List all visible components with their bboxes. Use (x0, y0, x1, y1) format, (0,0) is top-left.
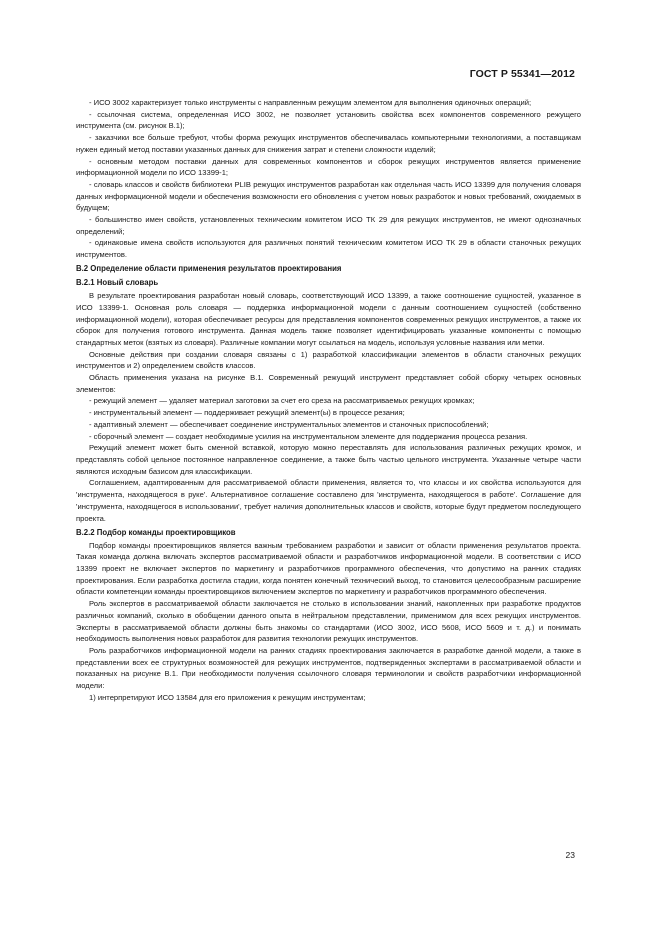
list-item: - ИСО 3002 характеризует только инструменты с направленным режущим элементом для выполнения одиночных операций; (89, 98, 532, 107)
section-heading-b22: В.2.2 Подбор команды проектировщиков (76, 527, 236, 537)
list-item: - основным методом поставки данных для современных компонентов и сборок режущих инструментов является применение информационной модели по ИСО 13399-1; (76, 156, 581, 178)
paragraph: Режущий элемент может быть сменной вставкой, которую можно переставлять для использования различных режущих кромок, и представлять собой цельное постоянное направленное соединение, а также быть частью цельного инструмента. Указанные четыре части являются исходным базисом для классификации. (76, 443, 581, 476)
list-item: - инструментальный элемент — поддерживает режущий элемент(ы) в процессе резания; (89, 408, 405, 418)
list-item: 1) интерпретируют ИСО 13584 для его приложения к режущим инструментам; (89, 692, 366, 702)
paragraph: Роль разработчиков информационной модели на ранних стадиях проектирования заключается в разработке данной модели, а также в представлении всех ее структурных возможностей для режущих инструментов, подтвержденных экспертами в рассматриваемой области и показанных на рисунке В.1. При необходимости получения ссылочного словаря терминологии и свойств разработчики информационной модели: (76, 645, 581, 691)
list-item: - режущий элемент — удаляет материал заготовки за счет его среза на рассматриваемых режущих кромках; (89, 396, 475, 406)
section-heading-b21: В.2.1 Новый словарь (76, 278, 159, 288)
list-item: - заказчики все больше требуют, чтобы форма режущих инструментов обеспечивалась компьютерными технологиями, а поставщикам нужен единый метод поставки указанных данных для снижения затрат и степени сложности изделий; (76, 133, 581, 154)
list-item: - словарь классов и свойств библиотеки PLIB режущих инструментов разработан как отдельная часть ИСО 13399 для получения словаря данных информационной модели и обеспечения возможности его обновления с учетом новых разработок и новых требований, ожидаемых в будущем; (76, 179, 581, 213)
paragraph: Роль экспертов в рассматриваемой области заключается не столько в использовании знаний, накопленных при разработке продуктов различных компаний, сколько в обобщении данного опыта в нейтральном представлении, применимом для всех режущих инструментов. Эксперты в рассматриваемой области должны быть знакомы со стандартами (ИСО 3002, ИСО 5608, ИСО 5609 и т. д.) и понимать необходимость выполнения новых разработок для развития технологии режущих инструментов. (76, 599, 581, 644)
paragraph: Основные действия при создании словаря связаны с 1) разработкой классификации элементов в области станочных режущих инструментов и 2) определением свойств классов. (76, 349, 581, 371)
list-item: - большинство имен свойств, установленных техническим комитетом ИСО ТК 29 для режущих инструментов, не имеют однозначных определений; (76, 215, 581, 236)
paragraph: Область применения указана на рисунке В.1. Современный режущий инструмент представляет собой сборку четырех основных элементов: (76, 373, 581, 394)
document-header: ГОСТ Р 55341—2012 (469, 68, 575, 80)
paragraph: В результате проектирования разработан новый словарь, соответствующий ИСО 13399, а также соотношение сущностей, указанное в ИСО 13399-1. Основная роль словаря — поддержка информационной модели с данным соотношением сущностей (собственно информационной модели), которая обеспечивает ресурсы для представления компонентов современных режущих инструментов, а также их сборок для получения готового инструмента. Данная модель также позволяет идентифицировать указанные компоненты с помощью стандартных меток (взятых из словаря). Различные компании могут ссылаться на модель, используя условные названия или метки. (76, 291, 581, 347)
list-item: - адаптивный элемент — обеспечивает соединение инструментальных элементов и станочных приспособлений; (89, 419, 489, 429)
section-heading-b2: В.2 Определение области применения результатов проектирования (76, 264, 342, 274)
list-item: - ссылочная система, определенная ИСО 3002, не позволяет установить свойства всех компонентов современного режущего инструмента (см. рисунок В.1); (76, 109, 581, 131)
page-number: 23 (565, 850, 575, 860)
paragraph: Соглашением, адаптированным для рассматриваемой области применения, является то, что классы и их свойства используются для 'инструмента, находящегося в руке'. Альтернативное соглашение составлено для 'инструмента, находящегося в работе'. Соглашение для 'инструмента, находящегося в использовании', требует наличия дополнительных классов и свойств, которые будут предметом последующего проекта. (76, 478, 581, 523)
list-item: - одинаковые имена свойств используются для различных понятий техническим комитетом ИСО ТК 29 в области станочных режущих инструментов. (76, 238, 581, 260)
list-item: - сборочный элемент — создает необходимые усилия на инструментальном элементе для поддержания процесса резания. (89, 431, 528, 441)
paragraph: Подбор команды проектировщиков является важным требованием разработки и зависит от области применения результатов проекта. Такая команда должна включать экспертов рассматриваемой области и разработчиков информационной модели. В соответствии с ИСО 13399 проект не включает экспертов по маркетингу и разработчиков программного обеспечения, что допустимо на ранних стадиях проектирования. Если разработка достигла стадии, когда понятен конечный технический выход, то становится целесообразным расширение области компетенции команды проектировщиков включением экспертов по маркетингу и разработчиков программного обеспечения. (76, 540, 581, 597)
page-content (76, 97, 581, 703)
